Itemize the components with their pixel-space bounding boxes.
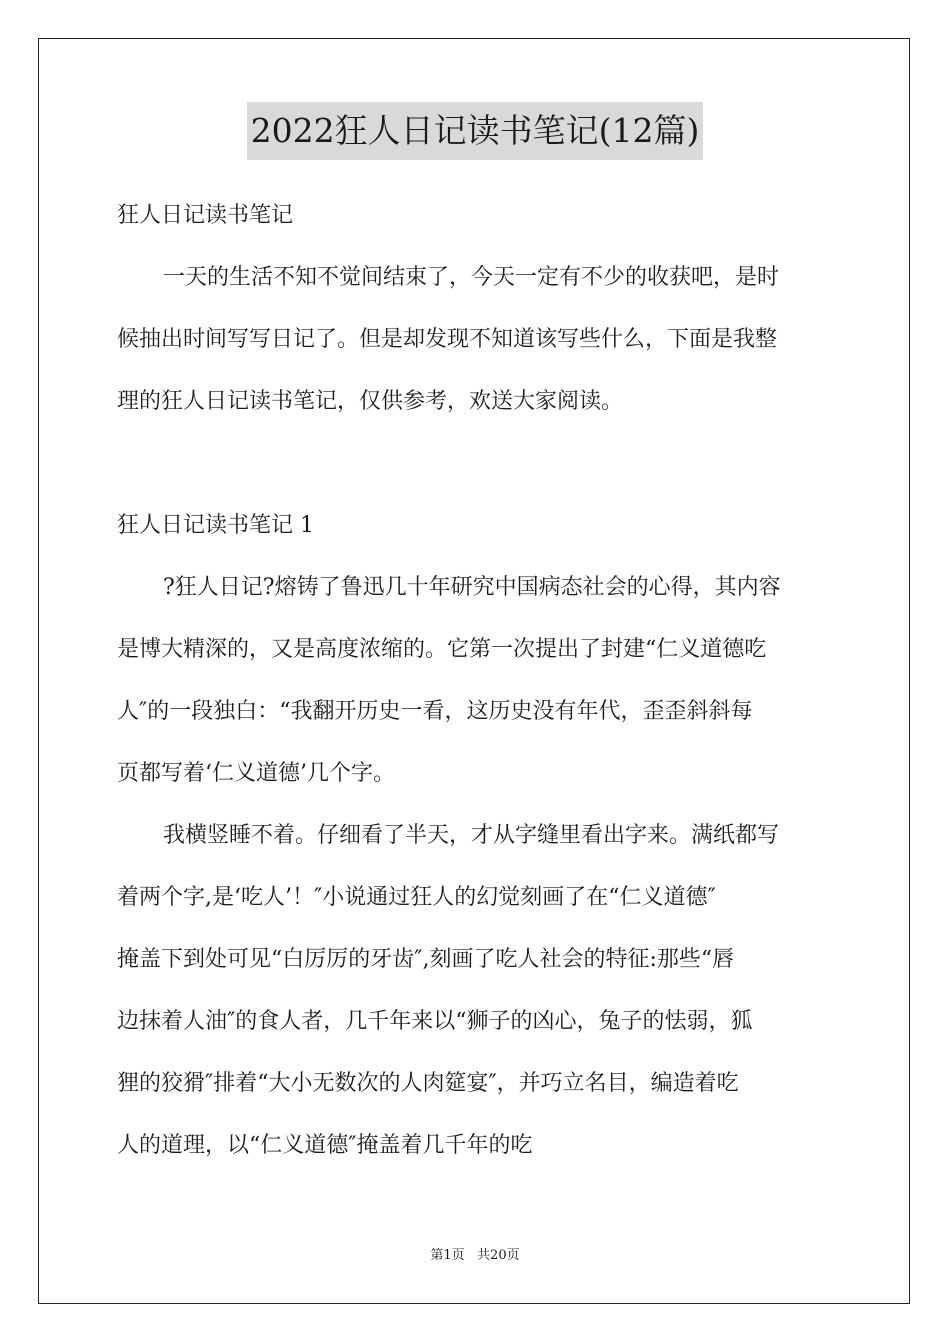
section1-para1-line-3: 人″的一段独白：“我翻开历史一看，这历史没有年代，歪歪斜斜每: [117, 699, 753, 724]
section1-para2-line-2: 着两个字,是‘吃人’！″小说通过狂人的幻觉刻画了在“仁义道德″: [117, 885, 716, 910]
section1-heading: 狂人日记读书笔记 1: [117, 513, 314, 538]
intro-heading: 狂人日记读书笔记: [117, 203, 294, 228]
section1-para2-line-3: 掩盖下到处可见“白厉厉的牙齿″,刻画了吃人社会的特征:那些“唇: [117, 947, 735, 972]
section1-para2-line-1: 我横竖睡不着。仔细看了半天，才从字缝里看出字来。满纸都写: [163, 823, 780, 848]
section1-para2-line-6: 人的道理，以“仁义道德″掩盖着几千年的吃: [117, 1133, 533, 1158]
page-footer: 第1页 共20页: [430, 1248, 520, 1263]
title-wrap: [0, 102, 950, 160]
section1-para1-line-2: 是博大精深的，又是高度浓缩的。它第一次提出了封建“仁义道德吃: [117, 637, 767, 662]
section1-para1-line-1: ?狂人日记?熔铸了鲁迅几十年研究中国病态社会的心得，其内容: [163, 575, 781, 600]
intro-line-1: 一天的生活不知不觉间结束了，今天一定有不少的收获吧，是时: [163, 265, 780, 290]
section1-para1-line-4: 页都写着‘仁义道德’几个字。: [117, 761, 395, 786]
section1-para2-line-5: 狸的狡猾″排着“大小无数次的人肉筵宴″，并巧立名目，编造着吃: [117, 1071, 739, 1096]
intro-line-3: 理的狂人日记读书笔记，仅供参考，欢送大家阅读。: [117, 389, 624, 414]
intro-line-2: 候抽出时间写写日记了。但是却发现不知道该写些什么，下面是我整: [117, 327, 778, 352]
document-title: 2022狂人日记读书笔记(12篇): [247, 102, 704, 160]
section1-para2-line-4: 边抹着人油″的食人者，几千年来以“狮子的凶心，兔子的怯弱，狐: [117, 1009, 753, 1034]
